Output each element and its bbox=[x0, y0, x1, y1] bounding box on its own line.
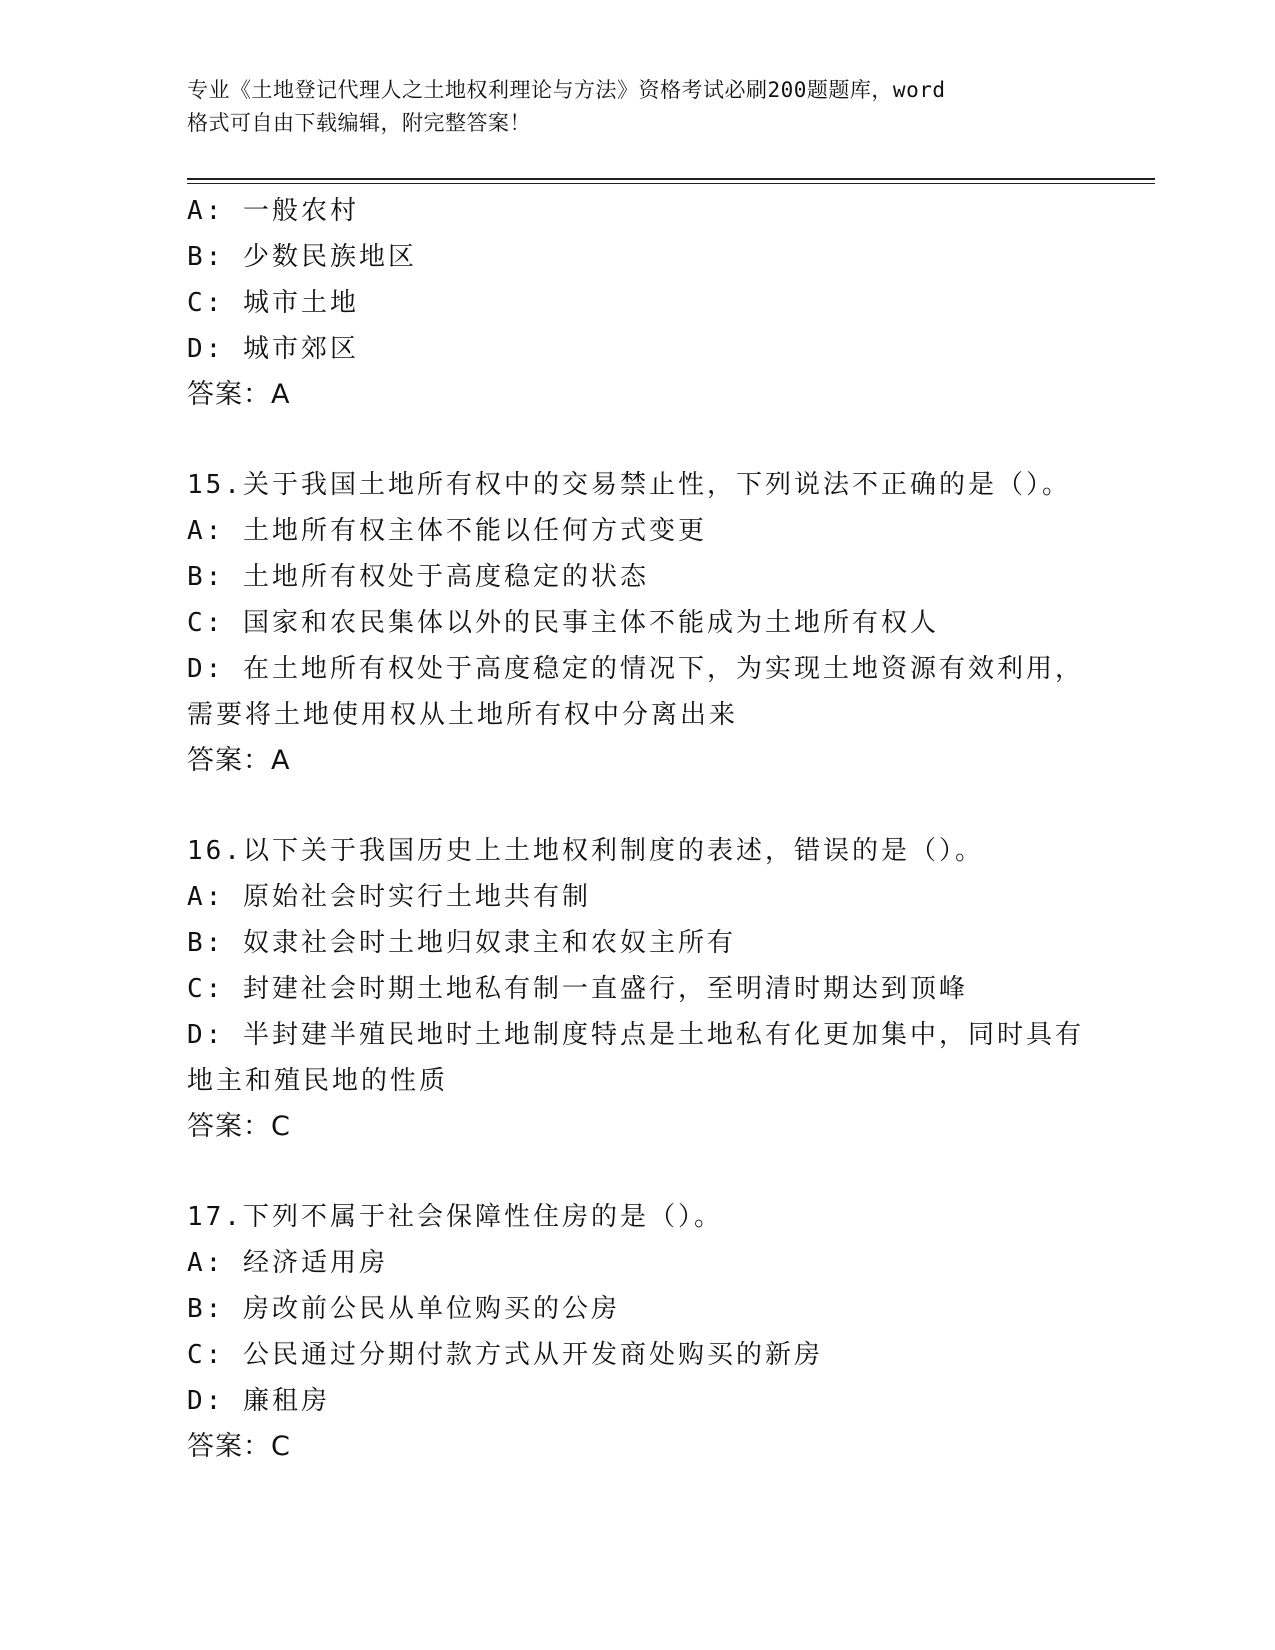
question-15 bbox=[187, 462, 1087, 784]
answer: 答案：C bbox=[187, 1111, 291, 1142]
option-a: A: 原始社会时实行土地共有制 bbox=[187, 882, 591, 912]
answer: 答案：A bbox=[187, 745, 291, 776]
option-c: C: 公民通过分期付款方式从开发商处购买的新房 bbox=[187, 1340, 823, 1370]
question-text: 15.关于我国土地所有权中的交易禁止性，下列说法不正确的是（）。 bbox=[187, 470, 1071, 500]
option-b: B: 奴隶社会时土地归奴隶主和农奴主所有 bbox=[187, 928, 736, 958]
header-line-1: 专业《土地登记代理人之土地权利理论与方法》资格考试必刷200题题库，word bbox=[187, 78, 946, 102]
option-b: B: 土地所有权处于高度稳定的状态 bbox=[187, 562, 649, 592]
option-b: B: 少数民族地区 bbox=[187, 242, 417, 272]
option-a: A: 土地所有权主体不能以任何方式变更 bbox=[187, 516, 707, 546]
option-d-continued: 地主和殖民地的性质 bbox=[187, 1066, 449, 1096]
option-a: A: 经济适用房 bbox=[187, 1248, 388, 1278]
document-header bbox=[187, 74, 1067, 140]
header-line-2: 格式可自由下载编辑，附完整答案！ bbox=[187, 111, 531, 135]
option-c: C: 城市土地 bbox=[187, 288, 359, 318]
option-d: D: 廉租房 bbox=[187, 1386, 330, 1416]
header-divider-thin bbox=[187, 183, 1155, 184]
question-text: 16.以下关于我国历史上土地权利制度的表述，错误的是（）。 bbox=[187, 836, 984, 866]
option-d-continued: 需要将土地使用权从土地所有权中分离出来 bbox=[187, 700, 739, 730]
option-d: D: 在土地所有权处于高度稳定的情况下，为实现土地资源有效利用， bbox=[187, 654, 1084, 684]
option-c: C: 国家和农民集体以外的民事主体不能成为土地所有权人 bbox=[187, 608, 939, 638]
question-17 bbox=[187, 1194, 1087, 1470]
question-14 bbox=[187, 188, 1087, 418]
answer: 答案：A bbox=[187, 379, 291, 410]
question-text: 17.下列不属于社会保障性住房的是（）。 bbox=[187, 1202, 723, 1232]
question-16 bbox=[187, 828, 1087, 1150]
option-d: D: 城市郊区 bbox=[187, 334, 359, 364]
option-c: C: 封建社会时期土地私有制一直盛行，至明清时期达到顶峰 bbox=[187, 974, 968, 1004]
header-divider bbox=[187, 178, 1155, 180]
option-b: B: 房改前公民从单位购买的公房 bbox=[187, 1294, 620, 1324]
option-a: A: 一般农村 bbox=[187, 196, 359, 226]
option-d: D: 半封建半殖民地时土地制度特点是土地私有化更加集中，同时具有 bbox=[187, 1020, 1084, 1050]
question-list bbox=[187, 188, 1087, 1470]
answer: 答案：C bbox=[187, 1431, 291, 1462]
